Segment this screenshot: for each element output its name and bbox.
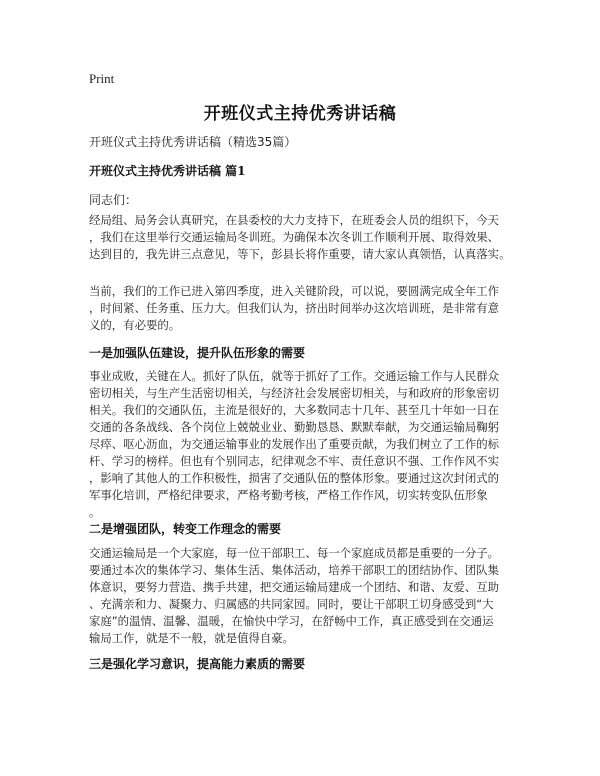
heading-2: 二是增强团队，转变工作理念的需要 <box>89 522 282 536</box>
paragraph-line: 经局组、局务会认真研究，在县委校的大力支持下，在班委会人员的组织下，今天 <box>89 213 500 227</box>
paragraph-line: 、充满亲和力、凝聚力、归属感的共同家园。同时，要让干部职工切身感受到“大 <box>89 597 494 611</box>
paragraph-line: 。 <box>89 505 101 519</box>
paragraph-3 <box>89 368 519 521</box>
paragraph-line: 军事化培训，严格纪律要求，严格考勤考核，严格工作作风，切实转变队伍形象 <box>89 488 488 502</box>
paragraph-line: 达到目的，我先讲三点意见，等下，彭县长将作重要，请大家认真领悟，认真落实。 <box>89 247 511 261</box>
paragraph-line: 当前，我们的工作已进入第四季度，进入关键阶段，可以说，要圆满完成全年工作 <box>89 284 500 298</box>
print-label: Print <box>89 71 115 86</box>
paragraph-line: 交通的各条战线、各个岗位上兢兢业业、勤勤恳恳、默默奉献，为交通运输局鞠躬 <box>89 420 500 434</box>
paragraph-line: 输局工作，就是不一般，就是值得自豪。 <box>89 631 295 645</box>
paragraph-line: 家庭”的温情、温馨、温暖，在愉快中学习，在舒畅中工作，真正感受到在交通运 <box>89 614 494 628</box>
paragraph-2 <box>89 283 519 334</box>
paragraph-line: 交通运输局是一个大家庭，每一位干部职工、每一个家庭成员都是重要的一分子。 <box>89 546 500 560</box>
paragraph-line: ，影响了其他人的工作积极性，损害了交通队伍的整体形象。要通过这次封闭式的 <box>89 471 500 485</box>
paragraph-line: 体意识，要努力营造、携手共建，把交通运输局建成一个团结、和谐、友爱、互助 <box>89 580 500 594</box>
paragraph-line: ，时间紧、任务重、压力大。但我们认为，挤出时间举办这次培训班，是非常有意 <box>89 301 500 315</box>
paragraph-1 <box>89 212 519 263</box>
heading-1: 一是加强队伍建设，提升队伍形象的需要 <box>89 346 306 360</box>
page-title: 开班仪式主持优秀讲话稿 <box>203 104 397 124</box>
paragraph-line: 杆、学习的榜样。但也有个别同志，纪律观念不牢、责任意识不强、工作作风不实 <box>89 454 500 468</box>
paragraph-line: 义的，有必要的。 <box>89 318 181 332</box>
paragraph-line: 要通过本次的集体学习、集体生活、集体活动，培养干部职工的团结协作、团队集 <box>89 563 500 577</box>
paragraph-line: 事业成败，关键在人。抓好了队伍，就等于抓好了工作。交通运输工作与人民群众 <box>89 369 500 383</box>
greeting: 同志们： <box>89 193 138 207</box>
paragraph-line: 尽瘁、呕心沥血，为交通运输事业的发展作出了重要贡献，为我们树立了工作的标 <box>89 437 500 451</box>
section-title: 开班仪式主持优秀讲话稿 篇1 <box>89 164 246 178</box>
paragraph-line: 相关。我们的交通队伍，主流是很好的，大多数同志十几年、甚至几十年如一日在 <box>89 403 500 417</box>
paragraph-4 <box>89 545 519 647</box>
paragraph-line: 密切相关，与生产生活密切相关，与经济社会发展密切相关，与和政府的形象密切 <box>89 386 500 400</box>
paragraph-line: ，我们在这里举行交通运输局冬训班。为确保本次冬训工作顺利开展、取得效果、 <box>89 230 500 244</box>
heading-3: 三是强化学习意识，提高能力素质的需要 <box>89 657 306 671</box>
document-subtitle: 开班仪式主持优秀讲话稿（精选35篇） <box>89 135 297 149</box>
